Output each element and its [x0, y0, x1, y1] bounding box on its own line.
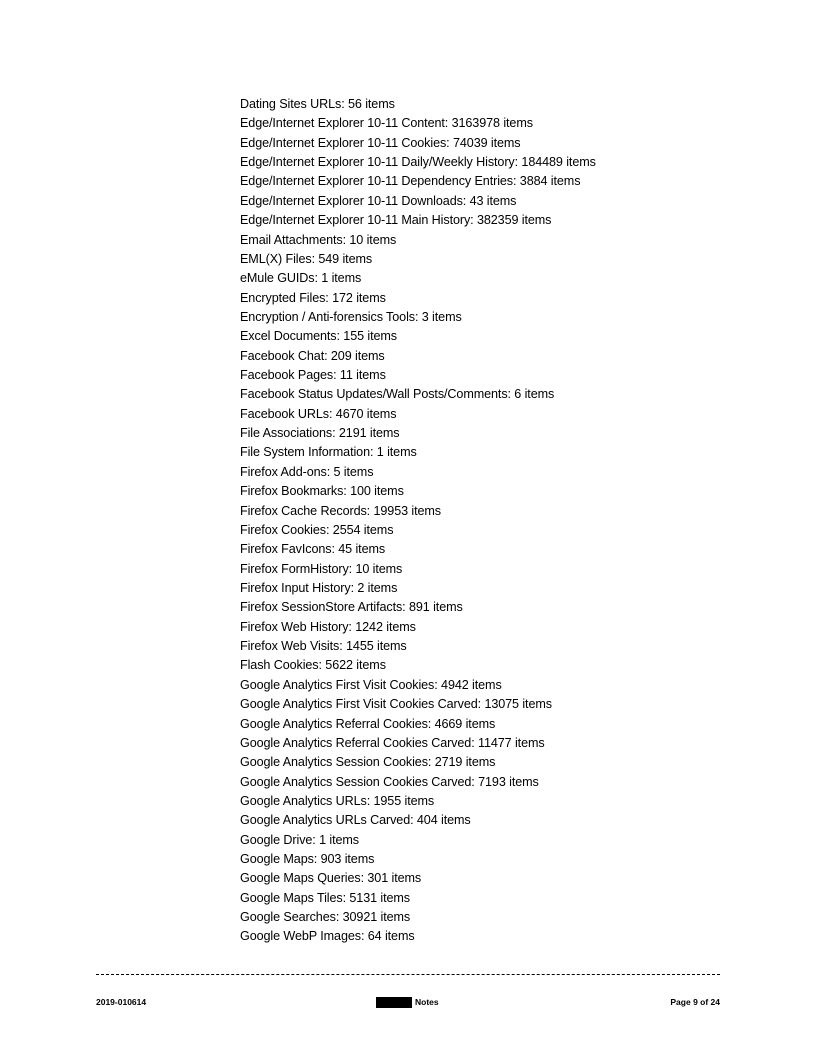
list-item: Edge/Internet Explorer 10-11 Dependency Entries: 3884 items [240, 174, 581, 189]
list-item: Encryption / Anti-forensics Tools: 3 items [240, 309, 462, 324]
list-item: Excel Documents: 155 items [240, 329, 397, 344]
list-item: Google Analytics First Visit Cookies: 4942 items [240, 677, 502, 692]
list-item: Flash Cookies: 5622 items [240, 658, 386, 673]
redaction-block [376, 997, 412, 1008]
list-item: eMule GUIDs: 1 items [240, 271, 362, 286]
footer-page-number: Page 9 of 24 [670, 997, 720, 1007]
list-item: Google Analytics Session Cookies: 2719 items [240, 755, 496, 770]
list-item: Google Maps: 903 items [240, 852, 375, 867]
list-item: Facebook Pages: 11 items [240, 368, 386, 383]
list-item: Google Drive: 1 items [240, 832, 359, 847]
list-item: Edge/Internet Explorer 10-11 Downloads: 43 items [240, 193, 517, 208]
footer-center [376, 995, 439, 1009]
list-item: Firefox Web History: 1242 items [240, 619, 416, 634]
list-item: Google Analytics Referral Cookies Carved: 11477 items [240, 735, 545, 750]
list-item: Firefox FavIcons: 45 items [240, 542, 386, 557]
list-item: File Associations: 2191 items [240, 426, 400, 441]
footer-notes-label: Notes [415, 997, 439, 1007]
list-item: Google Analytics URLs Carved: 404 items [240, 813, 471, 828]
list-item: Edge/Internet Explorer 10-11 Content: 3163978 items [240, 116, 533, 131]
list-item: Google Analytics Referral Cookies: 4669 items [240, 716, 496, 731]
list-item: Edge/Internet Explorer 10-11 Daily/Weekly History: 184489 items [240, 155, 596, 170]
list-item: Email Attachments: 10 items [240, 232, 397, 247]
list-item: Firefox Cache Records: 19953 items [240, 503, 441, 518]
page-footer [96, 995, 720, 1009]
list-item: Facebook Chat: 209 items [240, 348, 385, 363]
list-item: Firefox Web Visits: 1455 items [240, 639, 407, 654]
list-item: Dating Sites URLs: 56 items [240, 97, 395, 111]
list-item: Google Analytics Session Cookies Carved: 7193 items [240, 774, 539, 789]
list-item: Google Maps Tiles: 5131 items [240, 890, 410, 905]
list-item: Edge/Internet Explorer 10-11 Main History: 382359 items [240, 213, 552, 228]
list-item: Firefox Input History: 2 items [240, 580, 398, 595]
list-item: Google Searches: 30921 items [240, 910, 411, 925]
artifact-item-list [240, 95, 596, 947]
footer-divider [96, 974, 720, 975]
list-item: Google Maps Queries: 301 items [240, 871, 422, 886]
list-item: Firefox Add-ons: 5 items [240, 464, 374, 479]
list-item: Facebook Status Updates/Wall Posts/Comments: 6 items [240, 387, 555, 402]
footer-case-number: 2019-010614 [96, 997, 147, 1007]
list-item: EML(X) Files: 549 items [240, 251, 373, 266]
list-item: Google WebP Images: 64 items [240, 929, 415, 944]
list-item: Google Analytics First Visit Cookies Carved: 13075 items [240, 697, 552, 712]
list-item: Google Analytics URLs: 1955 items [240, 793, 435, 808]
list-item: Firefox FormHistory: 10 items [240, 561, 403, 576]
list-item: Firefox Bookmarks: 100 items [240, 484, 404, 499]
list-item: Facebook URLs: 4670 items [240, 406, 397, 421]
list-item: Encrypted Files: 172 items [240, 290, 386, 305]
list-item: File System Information: 1 items [240, 445, 417, 460]
list-item: Edge/Internet Explorer 10-11 Cookies: 74039 items [240, 135, 521, 150]
list-item: Firefox SessionStore Artifacts: 891 items [240, 600, 463, 615]
list-item: Firefox Cookies: 2554 items [240, 522, 394, 537]
